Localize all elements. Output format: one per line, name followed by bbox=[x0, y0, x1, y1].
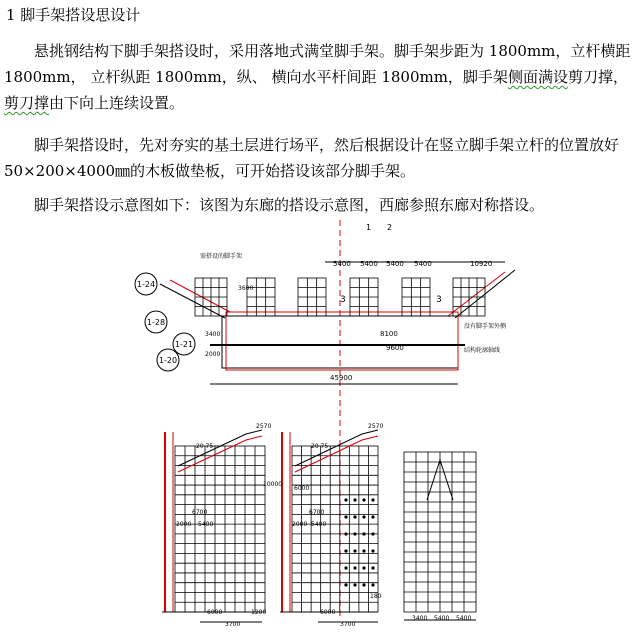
sec2-anchor-dot bbox=[371, 532, 374, 535]
plan-top-dim-1: 5400 bbox=[360, 260, 378, 268]
plan-bottom-dim: 45900 bbox=[330, 374, 353, 382]
plan-grid-bay-4 bbox=[402, 278, 430, 316]
marker-1-20-text: 1-20 bbox=[158, 356, 178, 365]
plan-note-axis: 结构轮廓轴线 bbox=[464, 347, 501, 354]
sec2-label-height: 6000 bbox=[294, 485, 310, 492]
plan-grid-left bbox=[195, 278, 227, 316]
sec2-anchor-dot bbox=[371, 498, 374, 501]
sec1-label-b: 2000 bbox=[176, 521, 192, 528]
sec3-dim-1: 3400 bbox=[412, 615, 428, 622]
plan-note-outer: 没有脚手架外侧 bbox=[464, 323, 507, 330]
plan-bay-red bbox=[226, 312, 458, 370]
plan-outline-right-red bbox=[448, 272, 505, 316]
sec2-label-slope: 20 75 bbox=[311, 443, 329, 450]
sec2-anchor-dot bbox=[362, 498, 365, 501]
sec1-roof-line bbox=[178, 430, 262, 466]
plan-mid-label-2: 9600 bbox=[386, 344, 404, 352]
sec2-anchor-dot bbox=[353, 549, 356, 552]
sec2-anchor-dot bbox=[362, 532, 365, 535]
sec2-grid-frame bbox=[292, 446, 378, 612]
sec3-grid bbox=[404, 452, 476, 612]
sec2-roof-line-red bbox=[295, 436, 378, 472]
plan-outline-left bbox=[160, 284, 225, 318]
sec2-anchor-dot bbox=[362, 515, 365, 518]
plan-outline-left-red bbox=[170, 280, 230, 312]
plan-top-dim-4: 10920 bbox=[470, 260, 493, 268]
plan-mid-label-1: 8100 bbox=[380, 330, 398, 338]
p1-text-d: 剪刀撑 bbox=[4, 94, 50, 112]
sec2-anchor-dot bbox=[344, 583, 347, 586]
plan-left-dim-b: 2000 bbox=[205, 351, 221, 358]
sec1-grid-frame bbox=[175, 446, 265, 612]
sec2-anchor-dot bbox=[353, 515, 356, 518]
sec2-anchor-dot bbox=[353, 566, 356, 569]
sec2-anchor-dot bbox=[371, 549, 374, 552]
sec1-label-a: 6700 bbox=[192, 509, 208, 516]
sec2-anchor-dot bbox=[371, 566, 374, 569]
sec2-label-a: 6700 bbox=[309, 509, 325, 516]
sec2-label-top: 2570 bbox=[368, 423, 384, 430]
p1-text-c: 剪刀撑， bbox=[567, 68, 628, 86]
marker-1-28-text: 1-28 bbox=[146, 318, 166, 327]
section-tag-1: 1 bbox=[366, 223, 372, 232]
sec1-label-c: 5400 bbox=[198, 521, 214, 528]
plan-left-dim: 3600 bbox=[238, 285, 254, 292]
sec1-label-height: 10000 bbox=[263, 481, 283, 488]
sec2-anchor-dot bbox=[362, 549, 365, 552]
sec2-anchor-dot bbox=[344, 498, 347, 501]
cut-mark-right: 3 bbox=[436, 295, 442, 305]
sec2-anchor-dot bbox=[371, 515, 374, 518]
plan-top-dim-3: 5400 bbox=[414, 260, 432, 268]
plan-label-scaffold: 需搭设的脚手架 bbox=[200, 253, 243, 260]
marker-1-21 bbox=[173, 333, 195, 355]
plan-left-dim-a: 3400 bbox=[205, 331, 221, 338]
sec2-anchor-dot bbox=[353, 498, 356, 501]
sec1-label-e: 3700 bbox=[225, 621, 241, 628]
sec2-label-e: 3700 bbox=[340, 621, 356, 628]
sec2-anchor-dot bbox=[344, 515, 347, 518]
plan-grid-bay-1 bbox=[247, 278, 275, 316]
sec2-grid bbox=[292, 446, 378, 612]
sec1-roof-line-red bbox=[178, 436, 262, 472]
marker-1-28 bbox=[145, 311, 167, 333]
p2-text: 脚手架搭设时，先对夯实的基土层进行场平，然后根据设计在竖立脚手架立杆的位置放好 50×200×4000㎜的木板做垫板，可开始搭设该部分脚手架。 bbox=[4, 136, 620, 180]
sec1-grid bbox=[175, 446, 265, 612]
sec3-dim-2: 5400 bbox=[434, 615, 450, 622]
p1-text-b: 侧面满设 bbox=[507, 68, 568, 86]
sec1-label-slope: 20 75 bbox=[196, 443, 214, 450]
sec3-dim-3: 5400 bbox=[456, 615, 472, 622]
sec2-anchor-dot bbox=[353, 532, 356, 535]
sec2-label-d: 6000 bbox=[320, 609, 336, 616]
sec2-anchor-dot bbox=[344, 549, 347, 552]
sec2-anchor-dot bbox=[344, 532, 347, 535]
marker-1-24-text: 1-24 bbox=[136, 280, 156, 289]
sec2-anchor-dot bbox=[353, 583, 356, 586]
sec2-anchor-dot bbox=[344, 566, 347, 569]
sec2-label-f: 180 bbox=[370, 593, 382, 600]
sec1-label-f: 1200 bbox=[251, 609, 267, 616]
sec2-label-b: 2000 bbox=[292, 521, 308, 528]
sec2-anchor-dot bbox=[362, 566, 365, 569]
sec1-label-d: 6000 bbox=[207, 609, 223, 616]
plan-top-dim-2: 5400 bbox=[386, 260, 404, 268]
plan-grid-right bbox=[453, 278, 485, 316]
p1-text-a: 悬挑钢结构下脚手架搭设时，采用落地式满堂脚手架。脚手架步距为 1800mm，立杆横距 1800mm， 立杆纵距 1800mm，纵、 横向水平杆间距 1800mm，脚手架 bbox=[4, 42, 631, 86]
sec2-label-c: 5400 bbox=[311, 521, 327, 528]
marker-1-21-text: 1-21 bbox=[174, 340, 194, 349]
p1-text-e: 由下向上连续设置。 bbox=[49, 94, 185, 112]
sec2-roof-line bbox=[295, 430, 378, 466]
sec1-label-top: 2570 bbox=[256, 423, 272, 430]
marker-1-20 bbox=[157, 349, 179, 371]
plan-grid-bay-2 bbox=[298, 278, 326, 316]
plan-top-dim-0: 5400 bbox=[333, 260, 351, 268]
sec2-anchor-dot bbox=[362, 583, 365, 586]
cut-mark-left: 3 bbox=[340, 295, 346, 305]
p3-text: 脚手架搭设示意图如下：该图为东廊的搭设示意图，西廊参照东廊对称搭设。 bbox=[34, 196, 545, 214]
plan-grid-bay-3 bbox=[350, 278, 378, 316]
sec2-anchor-dot bbox=[371, 583, 374, 586]
section-heading: 1 脚手架搭设思设计 bbox=[6, 6, 141, 24]
marker-1-24 bbox=[135, 273, 157, 295]
section-tag-2: 2 bbox=[387, 223, 393, 232]
